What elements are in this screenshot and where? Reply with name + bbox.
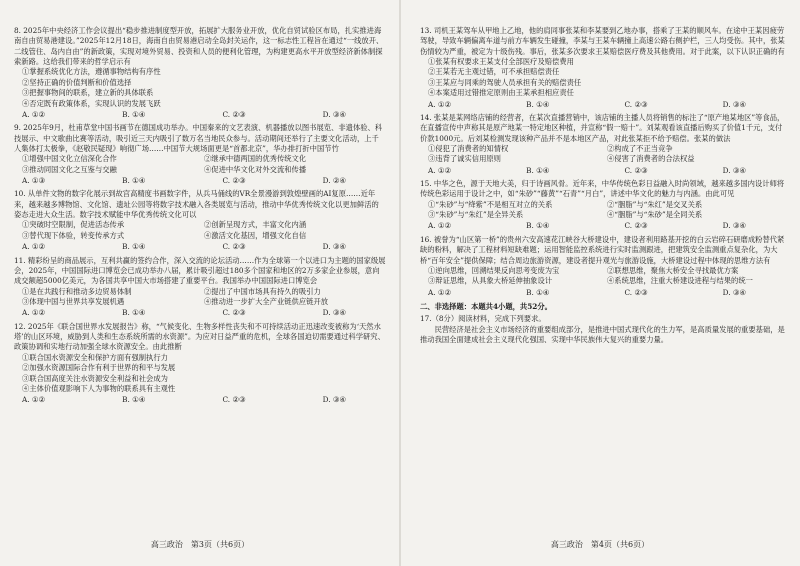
- option: ③联合国高度关注水资源安全利益和社会成为: [22, 373, 168, 383]
- choice-b: B. ①④: [526, 165, 550, 175]
- page-3: [4, 0, 396, 566]
- option: ②提出了中国市场具有持久的吸引力: [204, 286, 321, 296]
- answer-choices: [420, 166, 786, 176]
- option: ④侵害了消费者的合法权益: [607, 154, 695, 164]
- choice-a: A. ①②: [428, 165, 451, 175]
- answer-choices: [420, 288, 786, 298]
- options-grid: [14, 287, 386, 308]
- choice-c: C. ②③: [222, 242, 246, 252]
- page-4: [404, 0, 796, 566]
- question-stem: 9. 2025年9月，杜甫草堂中国书画节在德国成功举办。中国秦来的文艺表演、机器播放以图书展览、非遗体验、科技展示、中文歌曲比赛等活动，吸引近三天内吸引了数万名当地民众参与。活动期间还举行了主要文化活动，上千人集体打太极拳，《赵敬民疑现》响彻广场……中国节大规场面更是“首都北京”，华办排打折中国节竹: [14, 123, 383, 153]
- question-17-heading: 17.（8分）阅读材料，完成下列要求。: [420, 314, 546, 324]
- choice-c: C. ②③: [222, 308, 246, 318]
- option: ①掌握系统优化方法，遵循事物结构有序性: [22, 67, 161, 77]
- option: ①突破时空限制，促进活态传承: [22, 220, 125, 230]
- answer-choices: [14, 110, 386, 120]
- answer-choices: [14, 395, 386, 405]
- option: ②“胭脂”与“朱红”是交叉关系: [607, 199, 703, 209]
- choice-b: B. ①④: [122, 308, 146, 318]
- options-grid: [420, 266, 786, 287]
- option: ②王某若无主观过错，可不承担赔偿责任: [428, 67, 560, 77]
- choice-a: A. ①③: [22, 176, 45, 186]
- options-grid: [420, 200, 786, 221]
- choice-a: A. ①②: [22, 308, 45, 318]
- option: ④促进中华文化对外交流和传播: [204, 164, 307, 174]
- choice-d: D. ②④: [322, 176, 346, 186]
- choice-d: D. ③④: [322, 395, 346, 405]
- option: ②构成了不正当竞争: [607, 143, 673, 153]
- choice-d: D. ③④: [722, 221, 746, 231]
- choice-c: C. ②③: [624, 287, 648, 297]
- option: ①联合国水资源安全和保护方面有强制执行力: [22, 352, 168, 362]
- option: ③“朱砂”与“朱红”是全异关系: [428, 210, 524, 220]
- choice-d: D. ③④: [722, 165, 746, 175]
- choice-d: D. ③④: [322, 242, 346, 252]
- question-15: [420, 179, 786, 232]
- option: ①增强中国文化立信深化合作: [22, 154, 117, 164]
- choice-c: C. ②③: [624, 165, 648, 175]
- choice-b: B. ①④: [122, 176, 146, 186]
- option: ③替代现下体验，转变传承方式: [22, 230, 125, 240]
- option: ①逆向思维，回溯结果反向思考变废为宝: [428, 265, 560, 275]
- question-stem: 16. 被誉为“山区第一桥”的贵州六安高速花江峡谷大桥建设中，建设者利用路基开挖的白云岩碎石研磨成粉替代紧缺的粉料，解决了工程材料短缺难题；运用智能监控系统进行实时监测跟进，把建筑安全监测重点复杂化，为大桥“百年安全”提供保障；结合周边旅游资源，建设者提升观光与旅游设施，大桥建设过程中体现的思维方法有: [420, 234, 785, 265]
- choice-c: C. ②③: [222, 176, 246, 186]
- choice-a: A. ①②: [428, 287, 451, 297]
- option: ③违背了诚实信用原则: [428, 154, 501, 164]
- choice-d: D. ③④: [322, 109, 346, 119]
- question-13: [420, 26, 786, 110]
- section-heading: 二、非选择题：本题共4小题，共52分。: [420, 301, 552, 311]
- choice-b: B. ①④: [122, 395, 146, 405]
- answer-choices: [420, 100, 786, 110]
- option: ③推动同国文化之互鉴与交融: [22, 164, 117, 174]
- option: ③体现中国与世界共享发展机遇: [22, 296, 125, 306]
- option: ④本案适用过错推定原则由王某承担相应责任: [428, 88, 574, 98]
- choice-a: A. ①②: [428, 99, 451, 109]
- question-14: [420, 113, 786, 176]
- page-fold: [399, 0, 401, 566]
- option: ④否定既有政策体系，实现认识的发展飞跃: [22, 98, 161, 108]
- option: ②创新呈现方式，丰富文化内涵: [204, 220, 307, 230]
- options-grid: [14, 220, 386, 241]
- option: ①“朱砂”与“绛紫”不是相互对立的关系: [428, 199, 553, 209]
- question-stem: 15. 中华之色，源于天地大美，归于诗画风骨。近年来，中华传统色彩日益融入时尚领域，越来越多国内设计师将传统色彩运用于设计之中，如“朱砂”“藤黄”“石青”“月白”，讲述中华文化的魅力与内涵。由此可见: [420, 179, 785, 199]
- question-9: [14, 123, 386, 186]
- choice-b: B. ①④: [122, 242, 146, 252]
- choice-c: C. ②③: [222, 395, 246, 405]
- option: ①侵犯了消费者的知情权: [428, 143, 509, 153]
- choice-b: B. ①④: [122, 109, 146, 119]
- option: ②继承中德两国的优秀传统文化: [204, 154, 307, 164]
- question-stem: 11. 精彩纷呈的商品展示，互利共赢的签约合作，深入交流的论坛活动……作为全球第一个以进口为主题的国家级展会，2025年，中国国际进口博览会已成功举办八届，累计吸引超过180多个国家和地区的2万多家企业参展，意向成交额超5000亿美元，为各国共享中国大市场搭建了重要平台。我国举办中国国际进口博览会: [14, 255, 386, 286]
- question-11: [14, 256, 386, 319]
- question-8: [14, 26, 386, 120]
- question-10: [14, 189, 386, 252]
- option: ③王某应与同乘的驾驶人员承担有关的赔偿责任: [428, 77, 582, 87]
- question-16: [420, 235, 786, 298]
- answer-choices: [420, 221, 786, 231]
- question-17-material: 民营经济是社会主义市场经济的重要组成部分，是推进中国式现代化的生力军，是高质量发展的重要基础，是推动我国全面建成社会主义现代化强国、实现中华民族伟大复兴的重要力量。: [420, 324, 785, 345]
- choice-a: A. ①②: [428, 221, 451, 231]
- answer-choices: [14, 308, 386, 318]
- choice-c: C. ②③: [624, 99, 648, 109]
- question-12: [14, 322, 386, 406]
- option: ③把握事物间的联系，建立新的具体联系: [22, 88, 154, 98]
- choice-b: B. ①④: [526, 221, 550, 231]
- choice-a: A. ①②: [22, 109, 45, 119]
- question-stem: 8. 2025年中央经济工作会议提出“稳步推进制度型开放，拓展扩大服务业开放，优化自贸试验区布局，扎实推进海南自由贸易港建设。”2025年12月18日，海南自由贸易港启动全岛封关运作，这一标志性工程旨在通过“一线放开、二线管住、岛内自由”的新政策，实现对境外贸易、投资和人员的便利化管理，为构建更高水平开放型经济新体制探索新路。这给我们带来的哲学启示有: [14, 26, 384, 67]
- question-stem: 12. 2025年《联合国世界水发展报告》称，“气候变化、生物多样性丧失和不可持续活动正迅速改变被称为‘天然水塔’的山区环境，威胁到人类和生态系统所需的水资源”。为应对日益严重的危机，全球各国迫切需要通过科学研究、政策协调和实地行动加强全球水资源安全。由此推断: [14, 321, 385, 352]
- question-stem: 14. 张某是某网络店铺的经营者，在某次直播营销中，该店铺的主播人员将销售的标注了“原产地某地区”等食品，在直播宣传中声称其是原产地某一特定地区种植，并宣称“假一赔十”。刘某观看该直播后购买了价值1千元，支付价款1000元。后刘某检测发现该种产品并不是本地区产品，对此张某拒不给予赔偿。张某的做法: [420, 112, 785, 143]
- choice-b: B. ①④: [526, 287, 550, 297]
- option: ①张某有权要求王某支付全部医疗及赔偿费用: [428, 57, 574, 67]
- choice-c: C. ②③: [624, 221, 648, 231]
- choice-d: D. ③④: [322, 308, 346, 318]
- option: ④“胭脂”与“朱砂”是全同关系: [607, 210, 703, 220]
- option: ③辩证思维，从具象大桥延伸抽象设计: [428, 276, 553, 286]
- option: ②加强水资源国际合作有利于世界的和平与发展: [22, 363, 176, 373]
- option: ④激活文化基因，增强文化自信: [204, 230, 307, 240]
- question-stem: 13. 司机王某驾车从甲地上乙地，他的肩同事张某和李某要到乙地办事，搭乘了王某的顺风车。在途中王某因疲劳驾驶，导致车辆偏离车道与前方车辆发生碰撞，李某与王某车辆撞上高速公路右侧护栏，三人均受伤。其中，张某伤情较为严重，被定为十级伤残。事后，张某多次要求王某赔偿医疗费及其他费用。对于此案，以下认识正确的有: [420, 26, 785, 56]
- answer-choices: [14, 176, 386, 186]
- page-footer: 高三政治 第3页（共6页）: [150, 539, 250, 549]
- options-grid: [420, 144, 786, 165]
- option: ④系统思维，注重大桥建设进程与结果的统一: [607, 276, 753, 286]
- option: ②联想思维，聚焦大桥安全寻找最优方案: [607, 265, 739, 275]
- answer-choices: [14, 242, 386, 252]
- option: ④推动进一步扩大全产业链供应链开放: [204, 296, 329, 306]
- choice-b: B. ①④: [526, 99, 550, 109]
- choice-c: C. ②③: [222, 109, 246, 119]
- question-stem: 10. 从单件文物的数字化展示到故宫高精度书画数字件，从兵马俑线的VR全景漫游到敦煌壁画的AI复原……近年来，越来越多博物馆、文化馆、遗址公园等将数字技术融入各类展览与活动，推动中华优秀传统文化以更加鲜活的姿态走进大众生活。数字技术赋能中华优秀传统文化可以: [14, 189, 379, 220]
- options-grid: [14, 154, 386, 175]
- choice-d: D. ③④: [722, 99, 746, 109]
- choice-a: A. ①②: [22, 242, 45, 252]
- choice-d: D. ③④: [722, 287, 746, 297]
- option: ②坚持正确的价值判断和价值选择: [22, 77, 132, 87]
- page-footer: 高三政治 第4页（共6页）: [550, 539, 650, 549]
- choice-a: A. ①②: [22, 395, 45, 405]
- option: ①是在共践行和推动多边贸易体制: [22, 286, 132, 296]
- option: ④主体价值观影响下人为事物的联系具有主观性: [22, 383, 176, 393]
